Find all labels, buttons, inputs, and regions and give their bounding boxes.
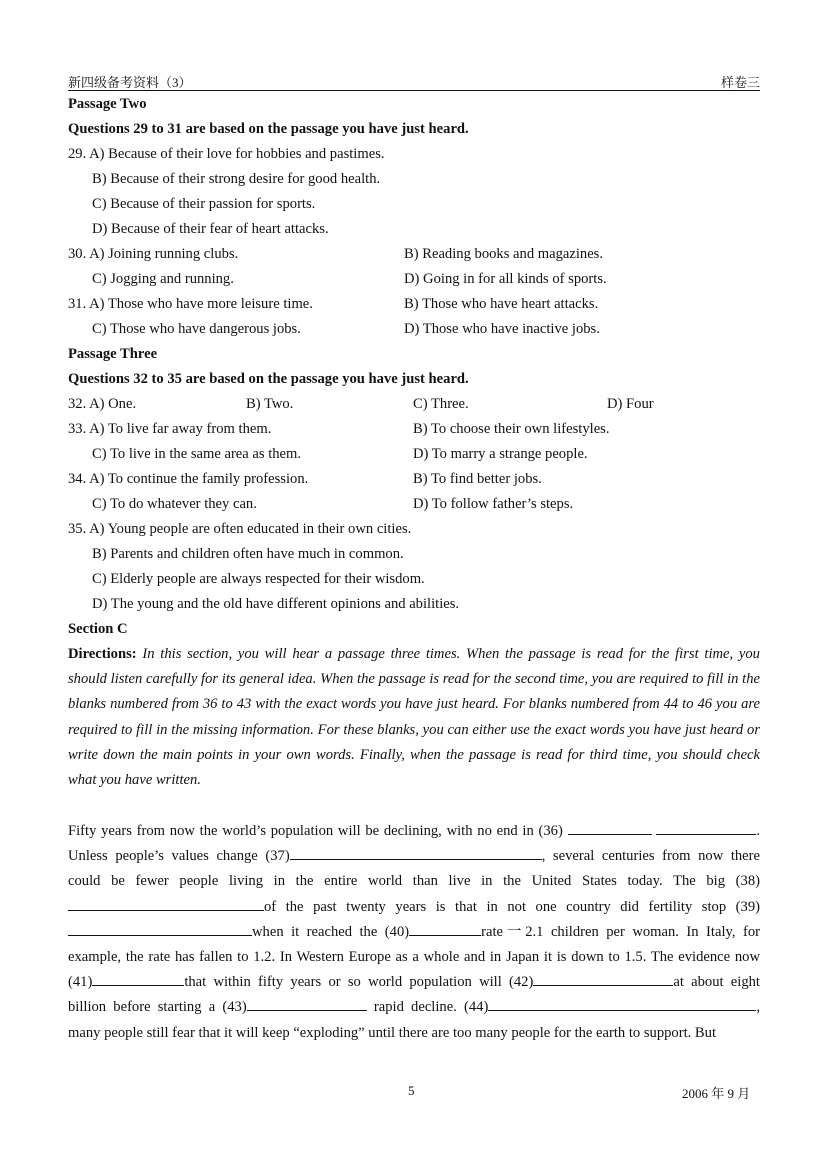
- q32-option-d: D) Four: [607, 396, 654, 412]
- passage-text-5: when it reached the (40): [252, 923, 410, 940]
- blank-38[interactable]: [68, 896, 264, 911]
- q35-option-a: 35. A) Young people are often educated in their own cities.: [68, 521, 412, 537]
- section-c-title: Section C: [68, 621, 128, 637]
- blank-42[interactable]: [533, 971, 673, 986]
- footer-date: 2006 年 9 月: [682, 1086, 751, 1101]
- q33-option-c: C) To live in the same area as them.: [92, 446, 302, 462]
- q35-option-d: D) The young and the old have different opinions and abilities.: [92, 596, 460, 612]
- passage-text-1: Fifty years from now the world’s population will be declining, with no end in (36): [68, 823, 563, 839]
- blank-36-part1[interactable]: [568, 820, 652, 835]
- q31-option-c: C) Those who have dangerous jobs.: [92, 321, 301, 337]
- q34-option-d: D) To follow father’s steps.: [413, 496, 574, 512]
- q31-option-a: 31. A) Those who have more leisure time.: [68, 296, 313, 312]
- q29-option-a: 29. A) Because of their love for hobbies and pastimes.: [68, 146, 385, 162]
- q31-option-b: B) Those who have heart attacks.: [404, 296, 599, 312]
- passage-text-4: of the past twenty years is that in not one country did fertility stop (39): [264, 898, 760, 915]
- q30-option-a: 30. A) Joining running clubs.: [68, 246, 239, 262]
- q34-option-c: C) To do whatever they can.: [92, 496, 257, 512]
- directions-label: Directions:: [68, 646, 137, 662]
- q33-option-d: D) To marry a strange people.: [413, 446, 588, 462]
- q34-option-a: 34. A) To continue the family profession.: [68, 471, 309, 487]
- blank-41[interactable]: [92, 971, 184, 986]
- q33-option-b: B) To choose their own lifestyles.: [413, 421, 610, 437]
- header-left-title: 新四级备考资料（3）: [68, 75, 192, 90]
- dictation-passage: [68, 819, 760, 1046]
- q31-option-d: D) Those who have inactive jobs.: [404, 321, 600, 337]
- passage-text-6: rate一2.1 children per woman. In Italy, for example, the rate has fallen to 1.2. In Western Europe as a whole and in Japan it is down to 1.5. The evidence now (41): [68, 923, 760, 991]
- blank-44[interactable]: [488, 996, 756, 1011]
- passage-text-9: rapid decline. (44): [373, 999, 489, 1016]
- blank-43[interactable]: [247, 996, 367, 1011]
- passage-three-title: Passage Three: [68, 346, 158, 362]
- blank-39[interactable]: [68, 921, 252, 936]
- passage-text-8: at about eight billion before starting a (43): [68, 974, 760, 1016]
- q34-option-b: B) To find better jobs.: [413, 471, 542, 487]
- q35-option-c: C) Elderly people are always respected for their wisdom.: [92, 571, 425, 587]
- blank-36-part2[interactable]: [656, 820, 756, 835]
- page-header: [68, 72, 760, 91]
- q32-option-b: B) Two.: [246, 396, 294, 412]
- q29-option-c: C) Because of their passion for sports.: [92, 196, 316, 212]
- blank-40[interactable]: [409, 921, 481, 936]
- passage-three-instruction: Questions 32 to 35 are based on the passage you have just heard.: [68, 371, 469, 387]
- passage-two-instruction: Questions 29 to 31 are based on the passage you have just heard.: [68, 121, 469, 137]
- directions-text: In this section, you will hear a passage three times. When the passage is read for the first time, you should listen carefully for its general idea. When the passage is read for the second time, you are required to fill in the blanks numbered from 36 to 43 with the exact words you have just heard. For blanks numbered from 44 to 46 you are required to fill in the missing information. For these blanks, you can either use the exact words you have just heard or write down the main points in your own words. Finally, when the passage is read for third time, you should check what you have written.: [68, 646, 760, 789]
- q32-option-a: 32. A) One.: [68, 396, 137, 412]
- page-number: 5: [408, 1083, 415, 1098]
- q32-option-c: C) Three.: [413, 396, 469, 412]
- passage-text-7: that within fifty years or so world population will (42): [184, 974, 534, 991]
- section-c-directions: [68, 642, 760, 793]
- q30-option-c: C) Jogging and running.: [92, 271, 234, 287]
- q29-option-b: B) Because of their strong desire for good health.: [92, 171, 381, 187]
- blank-37[interactable]: [290, 845, 542, 860]
- q33-option-a: 33. A) To live far away from them.: [68, 421, 272, 437]
- q30-option-d: D) Going in for all kinds of sports.: [404, 271, 607, 287]
- passage-text-10: , many people still fear that it will keep “exploding” until there are too many people for the earth to support. But: [68, 999, 760, 1041]
- header-right-title: 样卷三: [720, 75, 760, 90]
- passage-text-2: . Unless people’s values change (37): [68, 823, 760, 865]
- q35-option-b: B) Parents and children often have much in common.: [92, 546, 404, 562]
- passage-two-title: Passage Two: [68, 96, 147, 112]
- passage-text-3: , several centuries from now there could be fewer people living in the entire world than live in the United States today. The big (38): [68, 848, 760, 890]
- q30-option-b: B) Reading books and magazines.: [404, 246, 603, 262]
- q29-option-d: D) Because of their fear of heart attacks.: [92, 221, 329, 237]
